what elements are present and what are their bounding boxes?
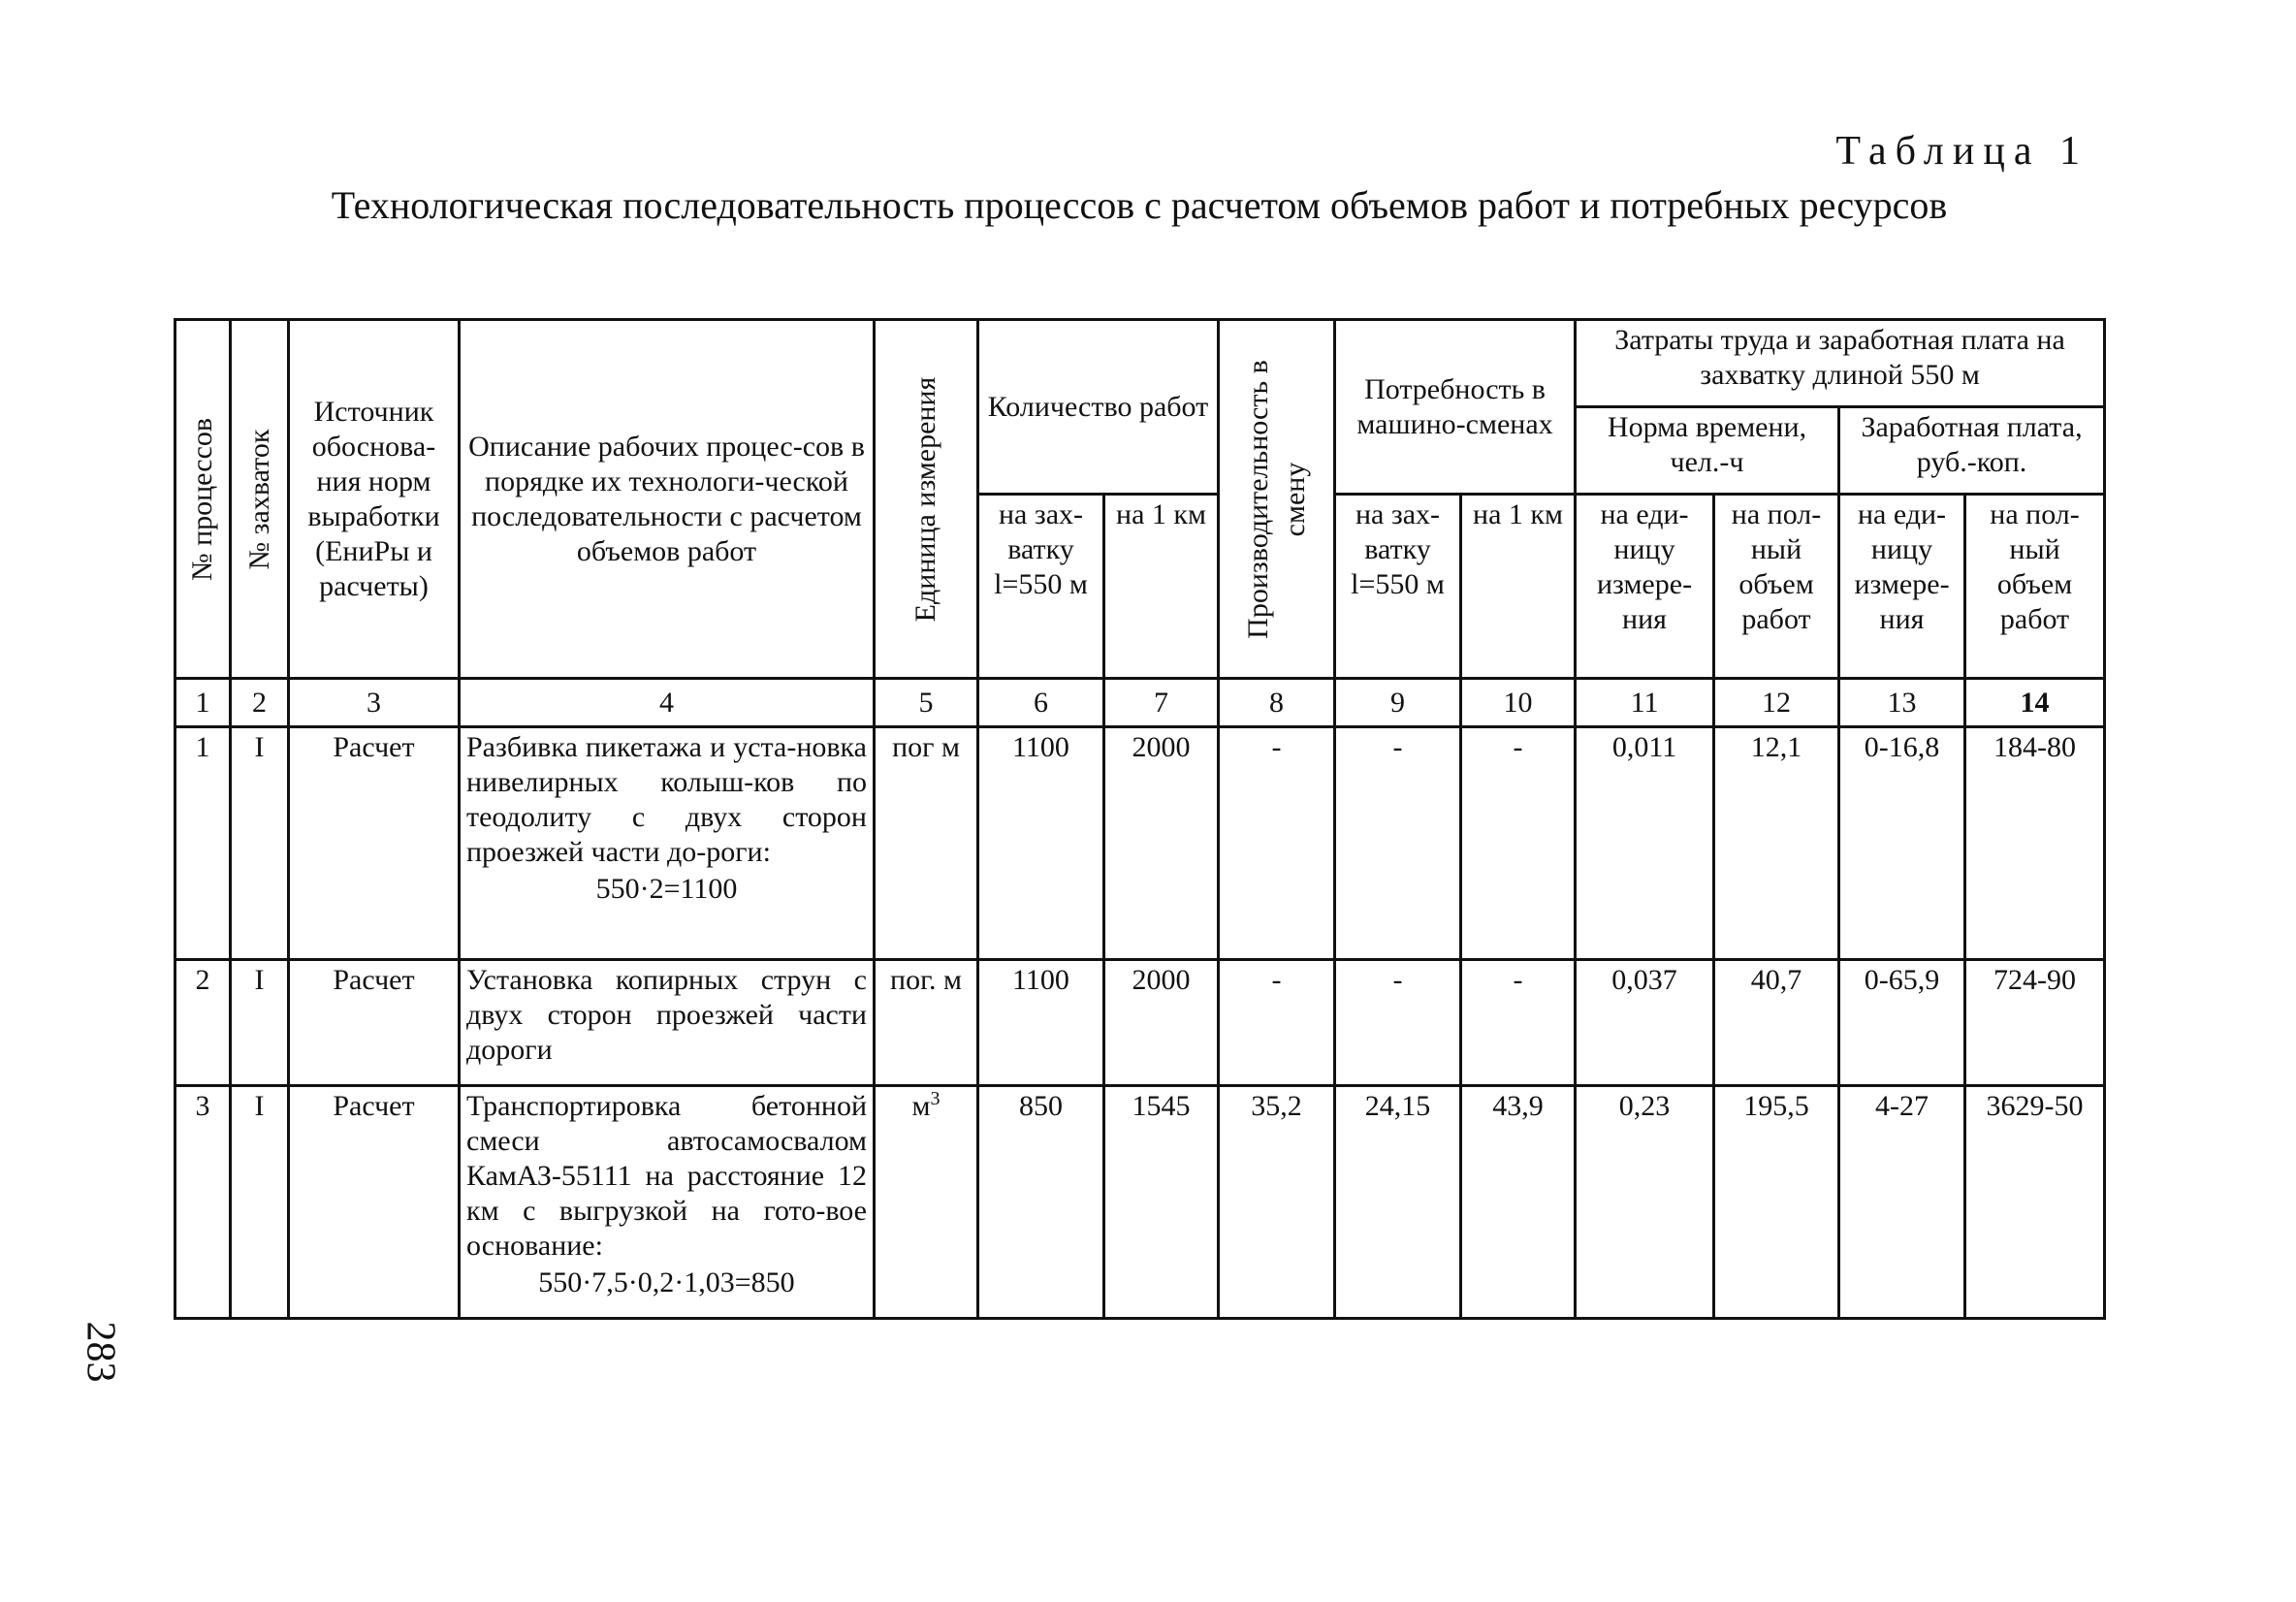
header-process-number: № процессов: [175, 320, 231, 679]
header-time-per-unit: на еди-ницу измере-ния: [1576, 495, 1714, 679]
column-number: 7: [1104, 679, 1219, 727]
column-number: 4: [460, 679, 875, 727]
machine-per-km: 43,9: [1461, 1086, 1576, 1319]
table-row: [175, 727, 2105, 960]
description: [460, 727, 875, 960]
header-time-norm: Норма времени, чел.-ч: [1576, 407, 1839, 495]
time-per-unit: 0,011: [1576, 727, 1714, 960]
page-number: 283: [78, 1321, 123, 1383]
header-source: Источник обоснова-ния норм выработки (ЕниРы и расчеты): [289, 320, 460, 679]
wage-per-unit: 0-16,8: [1839, 727, 1965, 960]
column-number: 11: [1576, 679, 1714, 727]
table-row: [175, 1086, 2105, 1319]
qty-per-km: 1545: [1104, 1086, 1219, 1319]
formula: 550·7,5·0,2·1,03=850: [538, 1266, 795, 1298]
column-number-row: [175, 679, 2105, 727]
machine-per-grip: -: [1335, 960, 1461, 1086]
qty-per-grip: 1100: [978, 960, 1104, 1086]
wage-full: 184-80: [1965, 727, 2105, 960]
machine-per-km: -: [1461, 960, 1576, 1086]
process-number: 2: [175, 960, 231, 1086]
header-time-full: на пол-ный объем работ: [1714, 495, 1839, 679]
header-machine-per-grip: на зах-ватку l=550 м: [1335, 495, 1461, 679]
qty-per-grip: 1100: [978, 727, 1104, 960]
machine-per-grip: 24,15: [1335, 1086, 1461, 1319]
header-qty-per-grip: на зах-ватку l=550 м: [978, 495, 1104, 679]
process-table: [174, 318, 2106, 1320]
table-row: [175, 960, 2105, 1086]
header-machine-per-km: на 1 км: [1461, 495, 1576, 679]
header-qty-per-km: на 1 км: [1104, 495, 1219, 679]
description: [460, 960, 875, 1086]
column-number: 10: [1461, 679, 1576, 727]
wage-full: 724-90: [1965, 960, 2105, 1086]
source: Расчет: [289, 1086, 460, 1319]
column-number: 3: [289, 679, 460, 727]
unit: пог м: [875, 727, 978, 960]
description-text: Транспортировка бетонной смеси автосамосвалом КамАЗ-55111 на расстояние 12 км с выгрузкой на гото-вое основание:: [466, 1090, 867, 1262]
grip-number: I: [231, 727, 289, 960]
column-number: 5: [875, 679, 978, 727]
time-full: 12,1: [1714, 727, 1839, 960]
header-quantity-group: Количество работ: [978, 320, 1219, 495]
qty-per-grip: 850: [978, 1086, 1104, 1319]
grip-number: I: [231, 960, 289, 1086]
header-description: Описание рабочих процес-сов в порядке их технологи-ческой последовательности с расчетом объемов работ: [460, 320, 875, 679]
unit: пог. м: [875, 960, 978, 1086]
process-number: 3: [175, 1086, 231, 1319]
process-number: 1: [175, 727, 231, 960]
unit: $м^3$: [875, 1086, 978, 1319]
performance: -: [1219, 727, 1335, 960]
header-unit: Единица измерения: [875, 320, 978, 679]
page-title: Технологическая последовательность процессов с расчетом объемов работ и потребных ресурсов: [331, 183, 1948, 227]
header-wage-full: на пол-ный объем работ: [1965, 495, 2105, 679]
column-number: 6: [978, 679, 1104, 727]
wage-per-unit: 4-27: [1839, 1086, 1965, 1319]
machine-per-grip: -: [1335, 727, 1461, 960]
time-per-unit: 0,037: [1576, 960, 1714, 1086]
header-cost-group: Затраты труда и заработная плата на захватку длиной 550 м: [1576, 320, 2105, 407]
column-number: 1: [175, 679, 231, 727]
performance: -: [1219, 960, 1335, 1086]
time-full: 40,7: [1714, 960, 1839, 1086]
wage-full: 3629-50: [1965, 1086, 2105, 1319]
time-per-unit: 0,23: [1576, 1086, 1714, 1319]
time-full: 195,5: [1714, 1086, 1839, 1319]
source: Расчет: [289, 960, 460, 1086]
column-number: 14: [1965, 679, 2105, 727]
grip-number: I: [231, 1086, 289, 1319]
column-number: 12: [1714, 679, 1839, 727]
column-number: 13: [1839, 679, 1965, 727]
source: Расчет: [289, 727, 460, 960]
column-number: 8: [1219, 679, 1335, 727]
description-text: Установка копирных струн с двух сторон проезжей части дороги: [466, 964, 867, 1066]
formula: 550·2=1100: [595, 873, 738, 905]
description: [460, 1086, 875, 1319]
header-grip-number: № захваток: [231, 320, 289, 679]
header-performance: Производительность в смену: [1219, 320, 1335, 679]
table-label: Таблица 1: [1835, 129, 2089, 174]
wage-per-unit: 0-65,9: [1839, 960, 1965, 1086]
qty-per-km: 2000: [1104, 727, 1219, 960]
performance: 35,2: [1219, 1086, 1335, 1319]
machine-per-km: -: [1461, 727, 1576, 960]
header-wage-per-unit: на еди-ницу измере-ния: [1839, 495, 1965, 679]
column-number: 2: [231, 679, 289, 727]
header-wage: Заработная плата, руб.-коп.: [1839, 407, 2105, 495]
column-number: 9: [1335, 679, 1461, 727]
description-text: Разбивка пикетажа и уста-новка нивелирных колыш-ков по теодолиту с двух сторон проезжей части до-роги:: [466, 731, 867, 868]
qty-per-km: 2000: [1104, 960, 1219, 1086]
header-machine-group: Потребность в машино-сменах: [1335, 320, 1576, 495]
